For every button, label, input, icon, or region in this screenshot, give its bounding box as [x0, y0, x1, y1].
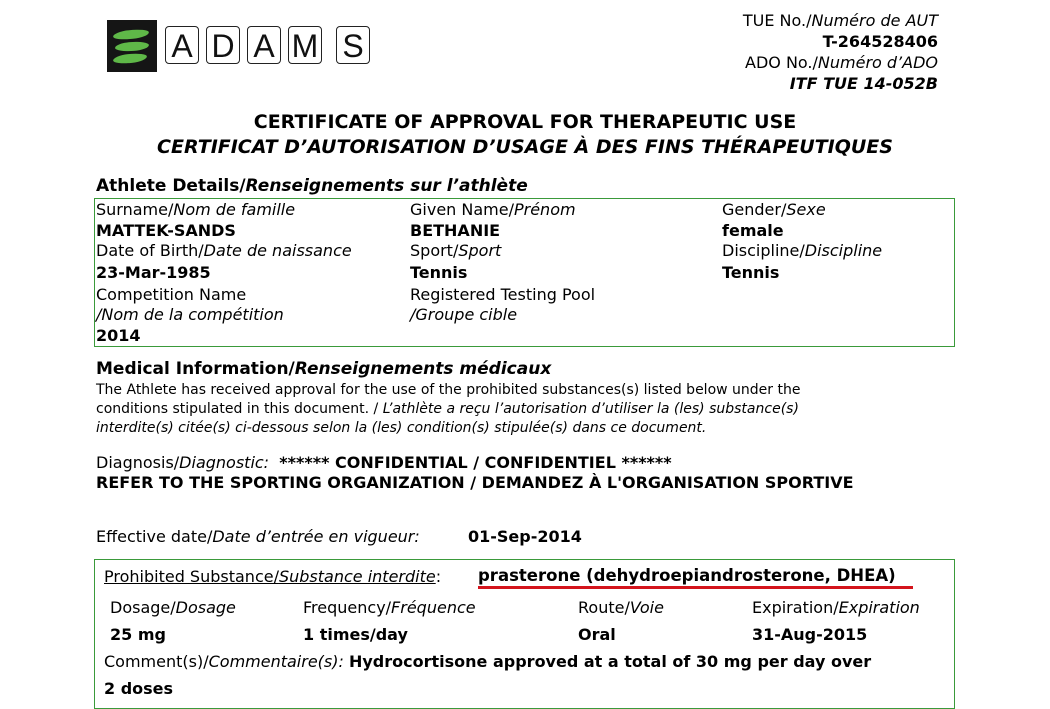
- dosage-value: 25 mg: [110, 625, 166, 644]
- refer-line: REFER TO THE SPORTING ORGANIZATION / DEMANDEZ À L'ORGANISATION SPORTIVE: [96, 473, 854, 492]
- adams-leaf-logo-icon: [107, 20, 157, 72]
- substance-name: prasterone (dehydroepiandrosterone, DHEA): [478, 566, 896, 585]
- logo-letter: D: [206, 26, 240, 64]
- surname-label: Surname/Nom de famille: [96, 200, 296, 219]
- gender-label: Gender/Sexe: [722, 200, 826, 219]
- ado-label: ADO No./Numéro d’ADO: [745, 53, 938, 72]
- medical-text-line3: interdite(s) citée(s) ci-dessous selon la (les) condition(s) stipulée(s) dans ce document.: [96, 420, 707, 436]
- ado-number: ITF TUE 14-052B: [789, 74, 938, 93]
- given-name-value: BETHANIE: [410, 221, 501, 240]
- expiration-label: Expiration/Expiration: [752, 598, 920, 617]
- comment-line2: 2 doses: [104, 679, 174, 698]
- sport-label: Sport/Sport: [410, 241, 502, 260]
- competition-label: Competition Name: [96, 285, 247, 304]
- frequency-value: 1 times/day: [303, 625, 408, 644]
- logo-letter: S: [336, 26, 370, 64]
- dosage-label: Dosage/Dosage: [110, 598, 236, 617]
- logo-letter: A: [165, 26, 199, 64]
- substance-label: Prohibited Substance/Substance interdite:: [104, 567, 442, 586]
- logo-letter: A: [247, 26, 281, 64]
- tue-label: TUE No./Numéro de AUT: [742, 11, 938, 30]
- discipline-value: Tennis: [722, 263, 780, 282]
- surname-value: MATTEK-SANDS: [96, 221, 236, 240]
- gender-value: female: [722, 221, 784, 240]
- route-value: Oral: [578, 625, 616, 644]
- certificate-title-en: CERTIFICATE OF APPROVAL FOR THERAPEUTIC USE: [253, 111, 797, 133]
- testing-pool-label-fr: /Groupe cible: [410, 305, 518, 324]
- competition-label-fr: /Nom de la compétition: [96, 305, 284, 324]
- comment-line1: Comment(s)/Commentaire(s): Hydrocortisone approved at a total of 30 mg per day over: [104, 652, 872, 671]
- given-name-label: Given Name/Prénom: [410, 200, 576, 219]
- testing-pool-label: Registered Testing Pool: [410, 285, 596, 304]
- tue-number: T-264528406: [822, 32, 938, 51]
- logo-letter: M: [288, 26, 322, 64]
- certificate-title-fr: CERTIFICAT D’AUTORISATION D’USAGE À DES FINS THÉRAPEUTIQUES: [157, 136, 893, 158]
- medical-text-line1: The Athlete has received approval for the use of the prohibited substances(s) listed below under the: [96, 382, 801, 398]
- medical-text-line2: conditions stipulated in this document. / L’athlète a reçu l’autorisation d’utiliser la (les) substance(s): [96, 401, 799, 417]
- athlete-section-title: Athlete Details/Renseignements sur l’athlète: [96, 176, 528, 196]
- diagnosis-line: Diagnosis/Diagnostic: ****** CONFIDENTIAL / CONFIDENTIEL ******: [96, 453, 672, 472]
- effective-date-value: 01-Sep-2014: [468, 527, 582, 546]
- expiration-value: 31-Aug-2015: [752, 625, 868, 644]
- discipline-label: Discipline/Discipline: [722, 241, 883, 260]
- competition-value: 2014: [96, 326, 141, 345]
- dob-label: Date of Birth/Date de naissance: [96, 241, 352, 260]
- frequency-label: Frequency/Fréquence: [303, 598, 476, 617]
- substance-highlight-underline: [478, 586, 913, 589]
- sport-value: Tennis: [410, 263, 468, 282]
- route-label: Route/Voie: [578, 598, 664, 617]
- medical-section-title: Medical Information/Renseignements médicaux: [96, 359, 552, 379]
- effective-date-label: Effective date/Date d’entrée en vigueur:: [96, 527, 420, 546]
- dob-value: 23-Mar-1985: [96, 263, 211, 282]
